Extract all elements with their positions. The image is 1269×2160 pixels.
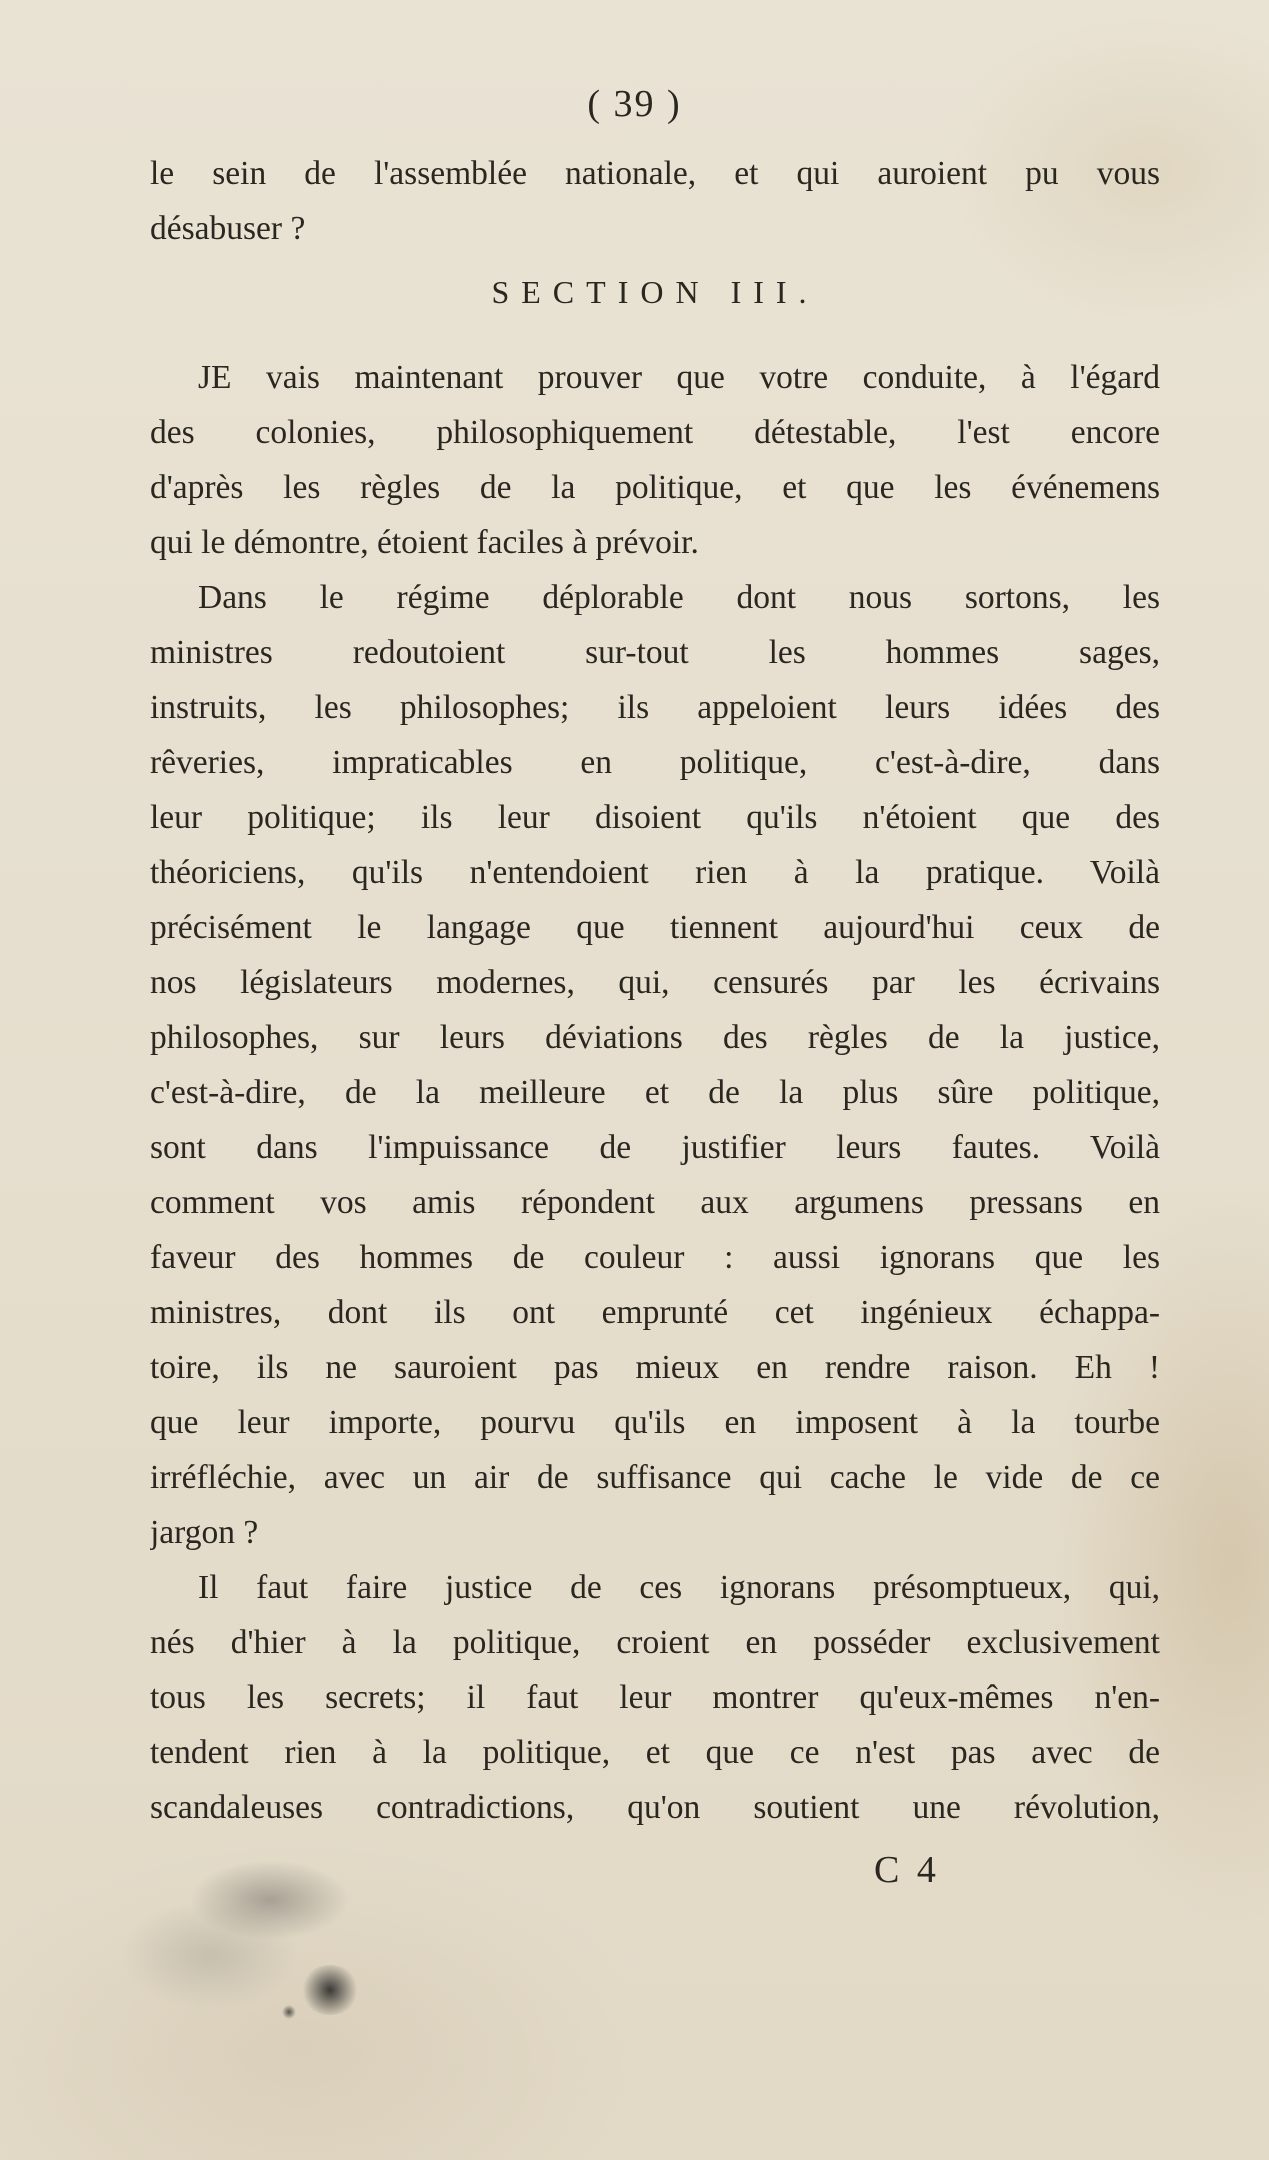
- text-line: théoriciens, qu'ils n'entendoient rien à la pratique. Voilà: [150, 854, 1160, 891]
- text-line: scandaleuses contradictions, qu'on soutient une révolution,: [150, 1789, 1160, 1826]
- smudge-stain: [190, 1860, 350, 1940]
- text-line: ministres, dont ils ont emprunté cet ingénieux échappa-: [150, 1294, 1160, 1331]
- text-line: que leur importe, pourvu qu'ils en imposent à la tourbe: [150, 1404, 1160, 1441]
- text-line: c'est-à-dire, de la meilleure et de la plus sûre politique,: [150, 1074, 1160, 1111]
- text-line: faveur des hommes de couleur : aussi ignorans que les: [150, 1239, 1160, 1276]
- text-line: irréfléchie, avec un air de suffisance qui cache le vide de ce: [150, 1459, 1160, 1496]
- signature-mark: C 4: [874, 1849, 940, 1891]
- text-line: philosophes, sur leurs déviations des règles de la justice,: [150, 1019, 1160, 1056]
- text-line: tendent rien à la politique, et que ce n'est pas avec de: [150, 1734, 1160, 1771]
- text-line: tous les secrets; il faut leur montrer qu'eux-mêmes n'en-: [150, 1679, 1160, 1716]
- text-line: qui le démontre, étoient faciles à prévoir.: [150, 524, 699, 561]
- text-line: toire, ils ne sauroient pas mieux en rendre raison. Eh !: [150, 1349, 1160, 1386]
- text-line: leur politique; ils leur disoient qu'ils n'étoient que des: [150, 799, 1160, 836]
- text-line: d'après les règles de la politique, et que les événemens: [150, 469, 1160, 506]
- text-line: Dans le régime déplorable dont nous sortons, les: [198, 579, 1160, 616]
- text-line: nés d'hier à la politique, croient en posséder exclusivement: [150, 1624, 1160, 1661]
- section-heading: SECTION III.: [491, 274, 819, 310]
- page-number: ( 39 ): [587, 83, 682, 125]
- smudge-stain: [120, 1900, 300, 2010]
- ink-dot-stain: [282, 2005, 296, 2019]
- text-line: des colonies, philosophiquement détestable, l'est encore: [150, 414, 1160, 451]
- ink-blot-stain: [300, 1965, 360, 2015]
- text-line: instruits, les philosophes; ils appeloient leurs idées des: [150, 689, 1160, 726]
- text-line: JE vais maintenant prouver que votre conduite, à l'égard: [198, 359, 1160, 396]
- text-line: Il faut faire justice de ces ignorans présomptueux, qui,: [198, 1569, 1160, 1606]
- body-text: [150, 146, 1160, 1835]
- text-line: le sein de l'assemblée nationale, et qui auroient pu vous: [150, 155, 1160, 192]
- text-line: sont dans l'impuissance de justifier leurs fautes. Voilà: [150, 1129, 1160, 1166]
- text-line: précisément le langage que tiennent aujourd'hui ceux de: [150, 909, 1160, 946]
- text-line: jargon ?: [150, 1514, 259, 1551]
- text-line: rêveries, impraticables en politique, c'est-à-dire, dans: [150, 744, 1160, 781]
- text-line: ministres redoutoient sur-tout les hommes sages,: [150, 634, 1160, 671]
- text-line: désabuser ?: [150, 210, 306, 247]
- text-line: nos législateurs modernes, qui, censurés par les écrivains: [150, 964, 1160, 1001]
- text-line: comment vos amis répondent aux argumens pressans en: [150, 1184, 1160, 1221]
